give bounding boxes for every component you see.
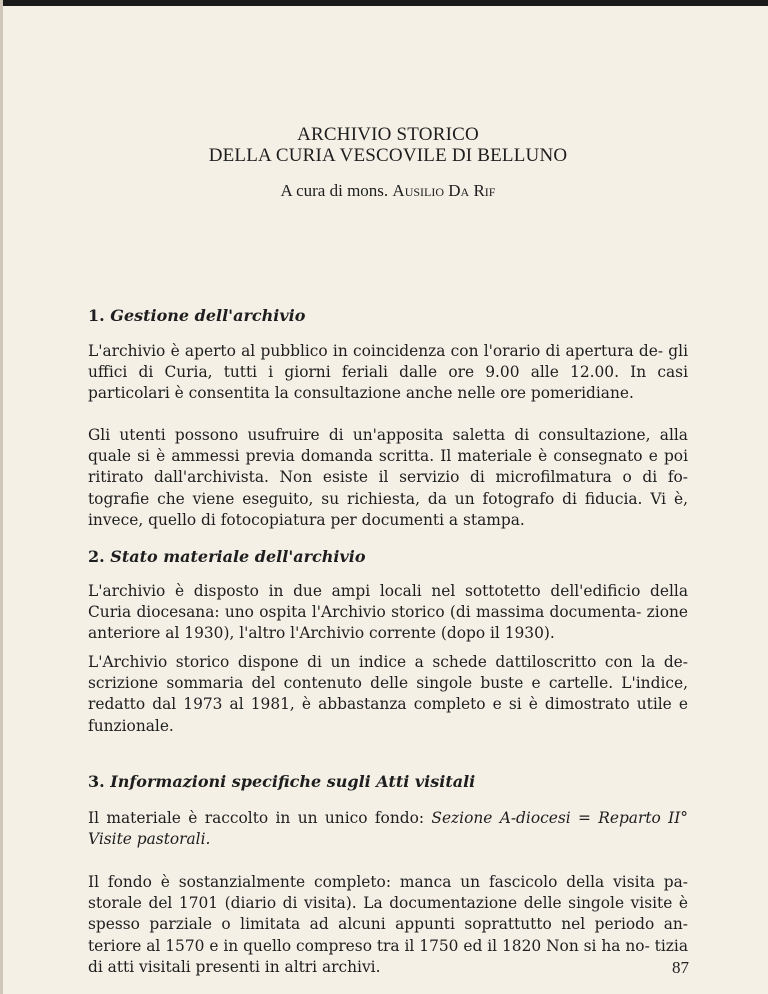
page-number: 87 — [672, 958, 689, 977]
section-3-heading — [88, 772, 475, 792]
section-3-number: 3. — [88, 772, 105, 791]
title-line-2: DELLA CURIA VESCOVILE DI BELLUNO — [208, 145, 568, 166]
section-2-paragraph-2: L'Archivio storico dispone di un indice a schede dattiloscritto con la de- scrizione sommaria del contenuto delle singole buste e cartelle. L'indice, redatto dal 1973 al 1981, è abbastanza completo e si è dimostrato utile e funzionale. — [88, 653, 688, 735]
section-1-heading — [88, 306, 305, 326]
title-line-1: ARCHIVIO STORICO — [297, 124, 479, 145]
section-2-number: 2. — [88, 547, 105, 566]
curator-line — [88, 181, 688, 201]
section-1-paragraph-2: Gli utenti possono usufruire di un'apposita saletta di consultazione, alla quale si è ammessi previa domanda scritta. Il materiale è consegnato e poi ritirato dall'archivista. Non esiste il servizio di microfilmatura o di fo- tografie che viene eseguito, su richiesta, da un fotografo di fiducia. Vi è, invece, quello di fotocopiatura per documenti a stampa. — [88, 426, 688, 529]
section-2-title: Stato materiale dell'archivio — [110, 547, 366, 566]
curator-name: Ausilio Da Rif — [392, 181, 496, 200]
curator-prefix: A cura di mons. — [280, 181, 393, 200]
section-3-fondo-paragraph — [88, 808, 688, 850]
document-title — [88, 124, 688, 166]
section-1-paragraph-1: L'archivio è aperto al pubblico in coincidenza con l'orario di apertura de- gli uffici di Curia, tutti i giorni feriali dalle ore 9.00 alle 12.00. In casi particolari è consentita la consultazione anche nelle ore pomeridiane. — [88, 342, 688, 403]
scan-left-edge — [0, 0, 3, 994]
section-2-heading — [88, 547, 366, 567]
section-3-title: Informazioni specifiche sugli Atti visitali — [110, 772, 476, 791]
section-2-paragraph-1: L'archivio è disposto in due ampi locali nel sottotetto dell'edificio della Curia diocesana: uno ospita l'Archivio storico (di massima documenta- zione anteriore al 1930), l'altro l'Archivio corrente (dopo il 1930). — [88, 582, 688, 643]
section-1-number: 1. — [88, 306, 105, 325]
section-3-paragraph-1: Il fondo è sostanzialmente completo: manca un fascicolo della visita pa- storale del 1701 (diario di visita). La documentazione delle singole visite è spesso parziale o limitata ad alcuni appunti soprattutto nel periodo an- teriore al 1570 e in quello compreso tra il 1750 ed il 1820 Non si ha no- tizia di atti visitali presenti in altri archivi. — [88, 873, 688, 976]
fondo-italic-reference: Sezione A-diocesi = Reparto II° Visite pastorali. — [88, 809, 688, 849]
section-1-title: Gestione dell'archivio — [110, 306, 306, 325]
fondo-prefix: Il materiale è raccolto in un unico fondo: — [88, 809, 432, 827]
